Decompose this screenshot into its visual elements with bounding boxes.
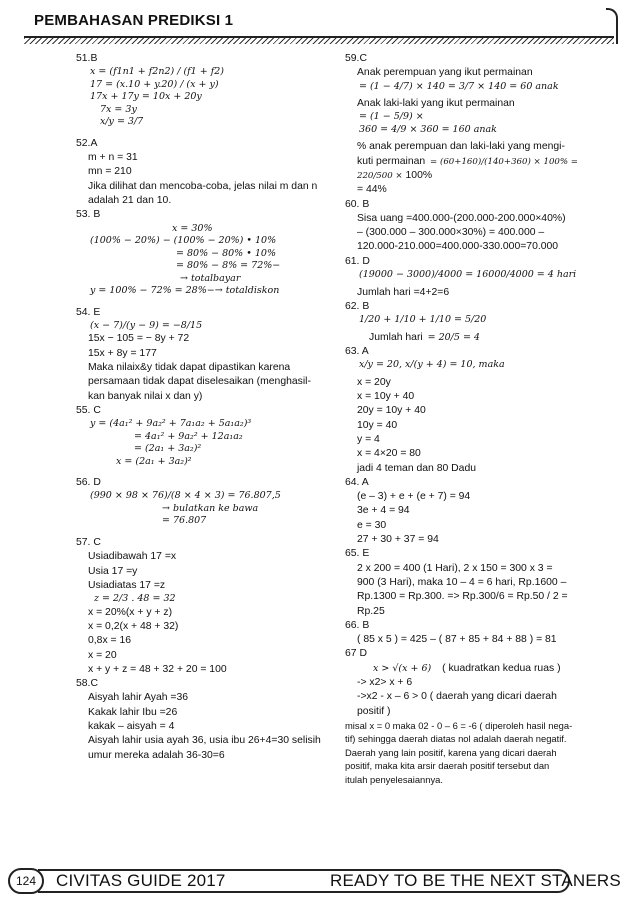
text-line: m + n = 31 xyxy=(88,152,138,164)
question-label: 59.C xyxy=(345,53,367,64)
answer-59 xyxy=(345,52,605,198)
text-line: kakak – aisyah = 4 xyxy=(88,721,175,733)
math-line: 360 = 4/9 × 360 = 160 anak xyxy=(359,123,497,135)
text-line: Usiadiatas 17 =z xyxy=(88,579,166,591)
note-line: positif, maka kita arsir daerah positif tersebut dan xyxy=(345,760,550,772)
answer-52 xyxy=(76,137,334,208)
answer-61 xyxy=(345,255,605,300)
text-line: 27 + 30 + 37 = 94 xyxy=(357,534,439,546)
answer-56 xyxy=(76,476,334,528)
math-line: x/y = 3/7 xyxy=(100,116,144,128)
footer-tagline: READY TO BE THE NEXT STANERS xyxy=(330,871,621,890)
question-label: 62. B xyxy=(345,300,370,312)
text-fragment: ( kuadratkan kedua ruas ) xyxy=(442,662,561,674)
question-label: 61. D xyxy=(345,255,370,267)
math-fragment: = 20/5 = 4 xyxy=(427,331,480,343)
note-line: misal x = 0 maka 02 - 0 – 6 = -6 ( diperoleh hasil nega- xyxy=(345,719,573,731)
text-line: Anak laki-laki yang ikut permainan xyxy=(357,98,515,110)
text-line: Usiadibawah 17 =x xyxy=(88,551,177,563)
right-column xyxy=(345,52,605,786)
text-line: – (300.000 – 300.000×30%) = 400.000 – xyxy=(357,227,545,239)
text-line: x + y + z = 48 + 32 + 20 = 100 xyxy=(88,663,227,675)
text-line: x = 20y xyxy=(357,376,391,388)
text-line: y = 4 xyxy=(357,433,380,445)
answer-54 xyxy=(76,306,334,404)
text-line: x = 20 xyxy=(88,649,117,661)
text-line: % anak perempuan dan laki-laki yang mengi- xyxy=(357,141,565,153)
text-line: Rp.25 xyxy=(357,605,385,617)
answer-58 xyxy=(76,677,334,763)
text-line: Kakak lahir Ibu =26 xyxy=(88,706,178,718)
question-label: 55. C xyxy=(76,404,101,416)
question-label: 58.C xyxy=(76,678,98,690)
text-fragment: kuti permainan xyxy=(357,155,426,167)
text-line: 15x + 8y = 177 xyxy=(88,347,157,359)
text-line: kan banyak nilai x dan y) xyxy=(88,390,203,402)
math-fragment: = (60+160)/(140+360) × 100% = 220/500 × xyxy=(357,156,578,181)
text-line: Jika dilihat dan mencoba-coba, jelas nilai m dan n xyxy=(88,180,318,192)
math-line: (100% − 20%) − (100% − 20%) • 10% xyxy=(90,235,277,247)
text-line: Anak perempuan yang ikut permainan xyxy=(357,67,533,79)
math-fragment: x > √(x + 6) xyxy=(373,662,432,674)
text-line: (e – 3) + e + (e + 7) = 94 xyxy=(357,491,471,503)
note-line: itulah penyelesaiannya. xyxy=(345,773,443,785)
text-line: -> x2> x + 6 xyxy=(357,676,413,688)
answer-63 xyxy=(345,345,605,476)
note-line: tif) sehingga daerah diatas nol adalah daerah negatif. xyxy=(345,733,567,745)
text-line: Jumlah hari =4+2=6 xyxy=(357,286,450,298)
math-line: = 80% − 8% = 72%− xyxy=(176,260,281,272)
question-label: 54. E xyxy=(76,306,101,318)
math-line: (x − 7)/(y − 9) = −8/15 xyxy=(90,319,203,331)
answer-51 xyxy=(76,52,334,129)
math-line: y = (4a₁² + 9a₂² + 7a₁a₂ + 5a₁a₂)³ xyxy=(90,418,252,430)
text-line: e = 30 xyxy=(357,519,387,531)
question-label: 52.A xyxy=(76,137,98,149)
text-line: positif ) xyxy=(357,705,391,717)
text-line: ->x2 - x – 6 > 0 ( daerah yang dicari daerah xyxy=(357,691,557,703)
answer-53 xyxy=(76,208,334,297)
question-label: 63. A xyxy=(345,345,369,357)
text-line: mn = 210 xyxy=(88,166,132,178)
text-line: x = 20%(x + y + z) xyxy=(88,606,173,618)
answer-62 xyxy=(345,300,605,345)
text-line: Aisyah lahir Ayah =36 xyxy=(88,692,189,704)
text-line: jadi 4 teman dan 80 Dadu xyxy=(357,462,477,474)
text-line: = 44% xyxy=(357,184,387,196)
question-label: 60. B xyxy=(345,198,370,210)
text-line: 15x − 105 = − 8y + 72 xyxy=(88,333,190,345)
answer-65 xyxy=(345,547,605,618)
text-line: x = 10y + 40 xyxy=(357,391,415,403)
text-line: 3e + 4 = 94 xyxy=(357,505,410,517)
math-line: 17x + 17y = 10x + 20y xyxy=(90,91,202,103)
math-line: 17 = (x.10 + y.20) / (x + y) xyxy=(90,78,219,90)
text-line: 0,8x = 16 xyxy=(88,635,132,647)
text-line xyxy=(345,662,605,676)
question-label: 51.B xyxy=(76,53,98,64)
text-fragment: Jumlah hari xyxy=(369,331,423,343)
note-line: Daerah yang lain positif, karena yang dicari daerah xyxy=(345,746,557,758)
header-hatch-decoration xyxy=(24,38,614,44)
question-label: 64. A xyxy=(345,476,369,488)
question-label: 67 D xyxy=(345,648,367,660)
math-line: 7x = 3y xyxy=(100,103,137,115)
text-line: Maka nilaix&y tidak dapat dipastikan karena xyxy=(88,361,291,373)
math-line: x = (2a₁ + 3a₂)² xyxy=(116,455,192,467)
math-line: z = 2/3 . 48 = 32 xyxy=(94,593,176,605)
page-footer xyxy=(8,868,630,896)
answer-64 xyxy=(345,476,605,547)
math-line: → totalbayar xyxy=(180,272,241,284)
math-line: = 76.807 xyxy=(162,515,207,527)
text-line: ( 85 x 5 ) = 425 – ( 87 + 85 + 84 + 88 ) = 81 xyxy=(357,634,557,646)
text-line: Aisyah lahir usia ayah 36, usia ibu 26+4=30 selisih xyxy=(88,735,321,747)
text-line xyxy=(345,155,605,184)
text-line: persamaan tidak dapat diselesaikan (menghasil- xyxy=(88,376,311,388)
math-line: (990 × 98 × 76)/(8 × 4 × 3) = 76.807,5 xyxy=(90,490,281,502)
text-line: 20y = 10y + 40 xyxy=(357,405,426,417)
answer-60 xyxy=(345,198,605,255)
question-label: 53. B xyxy=(76,209,101,221)
page-title: PEMBAHASAN PREDIKSI 1 xyxy=(34,12,234,29)
math-line: = (1 − 5/9) × xyxy=(359,111,424,123)
question-label: 56. D xyxy=(76,477,101,489)
text-line: Sisa uang =400.000-(200.000-200.000×40%) xyxy=(357,212,566,224)
left-column xyxy=(76,52,334,763)
text-line: x = 0,2(x + 48 + 32) xyxy=(88,620,179,632)
question-label: 65. E xyxy=(345,548,370,560)
text-line xyxy=(345,331,605,345)
math-line: x = 30% xyxy=(172,222,213,234)
text-line: adalah 21 dan 10. xyxy=(88,194,172,206)
text-line: umur mereka adalah 36-30=6 xyxy=(88,749,225,761)
math-line: x = (f1n1 + f2n2) / (f1 + f2) xyxy=(90,66,224,78)
math-line: = (1 − 4/7) × 140 = 3/7 × 140 = 60 anak xyxy=(359,80,559,92)
question-label: 66. B xyxy=(345,619,370,631)
answer-57 xyxy=(76,536,334,677)
answer-55 xyxy=(76,404,334,468)
math-line: = 4a₁² + 9a₂² + 12a₁a₂ xyxy=(134,430,243,442)
text-line: x = 4×20 = 80 xyxy=(357,448,421,460)
math-line: 1/20 + 1/10 + 1/10 = 5/20 xyxy=(359,314,487,326)
answer-67 xyxy=(345,647,605,786)
text-fragment: 100% xyxy=(405,169,433,181)
text-line: Usia 17 =y xyxy=(88,565,138,577)
math-line: x/y = 20, x/(y + 4) = 10, maka xyxy=(359,359,505,371)
math-line: y = 100% − 72% = 28%−→ totaldiskon xyxy=(90,285,280,297)
math-line: (19000 − 3000)/4000 = 16000/4000 = 4 hari xyxy=(359,269,577,281)
text-line: 120.000-210.000=400.000-330.000=70.000 xyxy=(357,241,559,253)
math-line: → bulatkan ke bawa xyxy=(162,502,259,514)
text-line: 900 (3 Hari), maka 10 – 4 = 6 hari, Rp.1600 – xyxy=(357,576,567,588)
page-number: 124 xyxy=(8,868,44,894)
answer-66 xyxy=(345,619,605,648)
math-line: = 80% − 80% • 10% xyxy=(176,247,276,259)
text-line: 2 x 200 = 400 (1 Hari), 2 x 150 = 300 x 3 = xyxy=(357,562,553,574)
math-line: = (2a₁ + 3a₂)² xyxy=(134,443,202,455)
text-line: 10y = 40 xyxy=(357,419,398,431)
text-line: Rp.1300 = Rp.300. => Rp.300/6 = Rp.50 / 2 = xyxy=(357,591,568,603)
question-label: 57. C xyxy=(76,536,101,548)
footer-book-title: CIVITAS GUIDE 2017 xyxy=(56,871,226,890)
